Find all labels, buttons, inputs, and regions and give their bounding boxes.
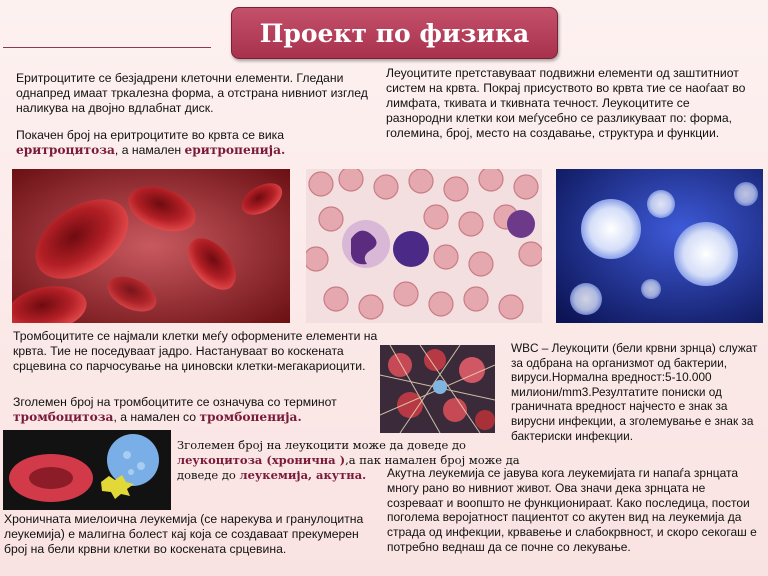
thrombopenia-term: тромбопенија.	[199, 410, 302, 424]
red-blood-cells-image	[12, 169, 290, 323]
thrombocytes-text: Тромбоцитите се најмали клетки меѓу оформените елементи на крвта. Тие не поседуваат јадро. Настануваат во коскената срцевина со парчосување на џиновски клетки-мегакариоцити.	[13, 329, 378, 373]
leukocytosis-pre: Зголемен број на леукоцити може да доведе до	[177, 438, 466, 452]
platelets-fibrin-image	[380, 345, 495, 433]
erythrocytes-text: Еритроцитите се безјадрени клеточни елементи. Гледани однапред имаат тркалезна форма, а отстрана нивниот изглед наликува на двојно вдлабнат диск.	[16, 71, 368, 115]
erythrocytosis-mid: , а намален	[114, 143, 185, 157]
wbc-text: WBC – Леукоцити (бели крвни зрнца) служат за одбрана на организмот од бактерии, вируси.Нормална вредност:5-10.000 милиони/mm3.Резултатите пониски од граничната вредност најчесто е знак за вирусни инфекции, а зголемување е знак за бактериски инфекции.	[511, 341, 758, 443]
blood-smear-image	[306, 169, 542, 323]
thrombocytosis-term: тромбоцитоза	[13, 410, 114, 424]
leukocytes-text: Леуоцитите претставуваат подвижни елементи од заштитниот систем на крвта. Покрај присуството во крвта тие се наоѓаат во лимфата, ткивата и ткивната течност. Леукоцитите се разнородни клетки кои меѓусебно се разликуваат по: форма, големина, број, место на создавање, структура и функции.	[386, 66, 746, 140]
page-title: Проект по физика	[259, 18, 530, 48]
leukemia-term: леукемија, акутна.	[239, 468, 367, 482]
title-box	[231, 7, 558, 59]
erythrocytosis-term: еритроцитоза	[16, 143, 115, 157]
erythrocytosis-pre: Покачен број на еритроцитите во крвта се вика	[16, 128, 285, 142]
leukocytosis-mid: ,а пак намален број може да доведе до	[177, 453, 520, 482]
erythrocytosis-text	[16, 128, 378, 158]
chronic-leukemia-text: Хроничната миелоична леукемија (се нарекува и гранулоцитна леукемија) е малигна болест кај која се создаваат прекумерен број на бели крвни клетки во коскената срцевина.	[4, 512, 364, 556]
leukocytosis-term: леукоцитоза (хронична )	[177, 453, 346, 467]
white-blood-cells-image	[556, 169, 763, 323]
blood-cells-sem-image	[3, 430, 171, 510]
title-underline	[3, 47, 211, 48]
erythropenia-term: еритропенија.	[184, 143, 286, 157]
thrombocytosis-pre: Зголемен број на тромбоцитите се означува со терминот	[13, 395, 337, 409]
acute-leukemia-text: Акутна леукемија се јавува кога леукемијата ги напаѓа зрнцата многу рано во нивниот живот. Ова значи дека зрнцата не созреваат и воопшто не функционираат. Како последица, постои поголема веројатност пациентот со акутен вид на леукемија да страда од инфекции, крвавење и слабокрвност, и скоро секогаш е потребно веднаш да се почне со лекување.	[387, 466, 757, 554]
thrombocytosis-mid: , а намален со	[113, 410, 200, 424]
thrombocytosis-text	[13, 395, 379, 425]
